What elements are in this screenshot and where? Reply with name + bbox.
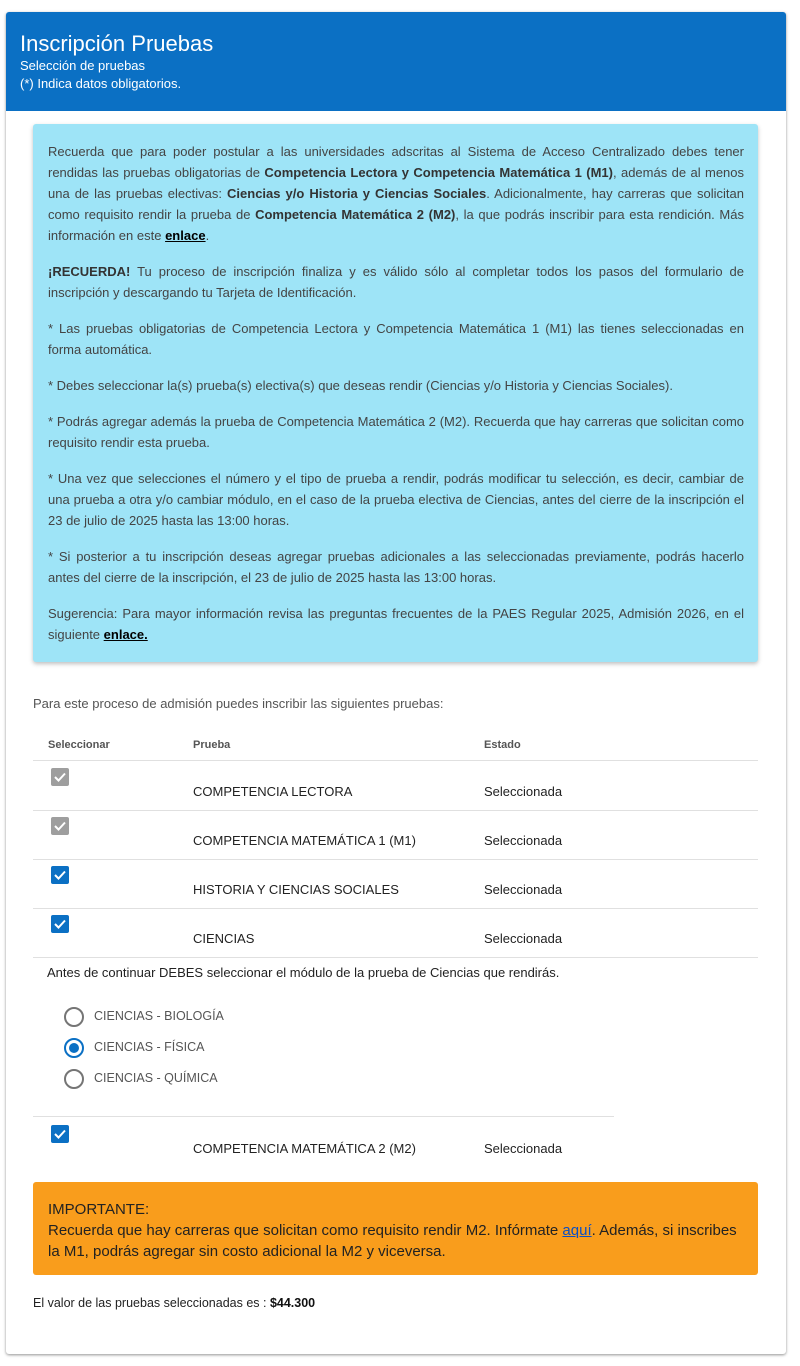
table-row bbox=[33, 810, 758, 860]
total-price: El valor de las pruebas seleccionadas es : $44.300 bbox=[33, 1296, 316, 1310]
page-subtitle: Selección de pruebas bbox=[20, 58, 146, 73]
test-name: COMPETENCIA MATEMÁTICA 2 (M2) bbox=[193, 1141, 416, 1156]
checkbox-m1 bbox=[51, 817, 69, 835]
test-state: Seleccionada bbox=[484, 833, 563, 848]
check-icon bbox=[53, 770, 67, 784]
checkbox-lectora bbox=[51, 768, 69, 786]
table-row bbox=[33, 1118, 758, 1167]
page-title: Inscripción Pruebas bbox=[20, 31, 214, 56]
divider bbox=[33, 1116, 614, 1117]
column-header-state: Estado bbox=[484, 739, 521, 751]
info-paragraph-modify: * Una vez que selecciones el número y el tipo de prueba a rendir, podrás modificar tu selección, es decir, cambiar de una prueba a otra y/o cambiar módulo, en el caso de la prueba electiva de Ciencias, antes del cierre de la inscripción el 23 de julio de 2025 hasta las 13:00 horas. bbox=[48, 471, 744, 528]
important-alert bbox=[33, 1182, 758, 1275]
table-row bbox=[33, 859, 758, 909]
info-paragraph-m2: * Podrás agregar además la prueba de Competencia Matemática 2 (M2). Recuerda que hay carreras que solicitan como requisito rendir esta prueba. bbox=[48, 414, 744, 450]
radio-label: CIENCIAS - QUÍMICA bbox=[94, 1071, 218, 1085]
test-name: CIENCIAS bbox=[193, 931, 255, 946]
radio-label: CIENCIAS - BIOLOGÍA bbox=[94, 1009, 224, 1023]
info-paragraph-suggestion: Sugerencia: Para mayor información revisa las preguntas frecuentes de la PAES Regular 2025, Admisión 2026, en el siguiente enlace. bbox=[48, 606, 744, 642]
table-row bbox=[33, 908, 758, 958]
science-module-note: Antes de continuar DEBES seleccionar el módulo de la prueba de Ciencias que rendirás. bbox=[47, 965, 560, 980]
info-paragraph-electives: * Debes seleccionar la(s) prueba(s) electiva(s) que deseas rendir (Ciencias y/o Historia y Ciencias Sociales). bbox=[48, 378, 673, 393]
table-row bbox=[33, 761, 758, 811]
info-paragraph-additional: * Si posterior a tu inscripción deseas agregar pruebas adicionales a las seleccionadas previamente, podrás hacerlo antes del cierre de la inscripción, el 23 de julio de 2025 hasta las 13:00 horas. bbox=[48, 549, 744, 585]
test-state: Seleccionada bbox=[484, 784, 563, 799]
test-state: Seleccionada bbox=[484, 931, 563, 946]
checkbox-historia[interactable] bbox=[51, 866, 69, 884]
radio-circle-icon bbox=[64, 1069, 84, 1089]
radio-circle-icon bbox=[64, 1007, 84, 1027]
faq-link[interactable]: enlace. bbox=[103, 627, 148, 642]
check-icon bbox=[53, 1127, 67, 1141]
test-name: COMPETENCIA MATEMÁTICA 1 (M1) bbox=[193, 833, 416, 848]
alert-title: IMPORTANTE: bbox=[48, 1201, 150, 1218]
check-icon bbox=[53, 819, 67, 833]
registration-card bbox=[6, 12, 786, 1354]
alert-message: Recuerda que hay carreras que solicitan como requisito rendir M2. Infórmate aquí. Además, si inscribes la M1, podrás agregar sin costo adicional la M2 y viceversa. bbox=[48, 1222, 737, 1260]
info-paragraph-requirements: Recuerda que para poder postular a las universidades adscritas al Sistema de Acceso Centralizado debes tener rendidas las pruebas obligatorias de Competencia Lectora y Competencia Matemática 1 (M1), además de al menos una de las pruebas electivas: Ciencias y/o Historia y Ciencias Sociales. Adicionalmente, hay carreras que solicitan como requisito rendir la prueba de Competencia Matemática 2 (M2), la que podrás inscribir para esta rendición. Más información en este enlace. bbox=[48, 144, 745, 243]
checkbox-ciencias[interactable] bbox=[51, 915, 69, 933]
radio-label: CIENCIAS - FÍSICA bbox=[94, 1040, 205, 1054]
tests-intro: Para este proceso de admisión puedes inscribir las siguientes pruebas: bbox=[33, 696, 444, 711]
total-price-value: $44.300 bbox=[269, 1296, 316, 1310]
page-header bbox=[6, 12, 786, 111]
info-box bbox=[33, 124, 758, 662]
column-header-select: Seleccionar bbox=[48, 739, 110, 751]
check-icon bbox=[53, 868, 67, 882]
checkbox-m2[interactable] bbox=[51, 1125, 69, 1143]
required-note: (*) Indica datos obligatorios. bbox=[20, 76, 182, 91]
info-paragraph-remember: ¡RECUERDA! Tu proceso de inscripción finaliza y es válido sólo al completar todos los pasos del formulario de inscripción y descargando tu Tarjeta de Identificación. bbox=[48, 264, 744, 300]
check-icon bbox=[53, 917, 67, 931]
info-paragraph-mandatory: * Las pruebas obligatorias de Competencia Lectora y Competencia Matemática 1 (M1) las tienes seleccionadas en forma automática. bbox=[48, 321, 744, 357]
column-header-test: Prueba bbox=[193, 739, 231, 751]
radio-circle-selected-icon bbox=[64, 1038, 84, 1058]
test-state: Seleccionada bbox=[484, 1141, 563, 1156]
table-header bbox=[33, 734, 758, 761]
test-name: COMPETENCIA LECTORA bbox=[193, 784, 353, 799]
test-name: HISTORIA Y CIENCIAS SOCIALES bbox=[193, 882, 399, 897]
info-here-link[interactable]: aquí bbox=[562, 1222, 592, 1239]
more-info-link[interactable]: enlace bbox=[165, 228, 206, 243]
test-state: Seleccionada bbox=[484, 882, 563, 897]
